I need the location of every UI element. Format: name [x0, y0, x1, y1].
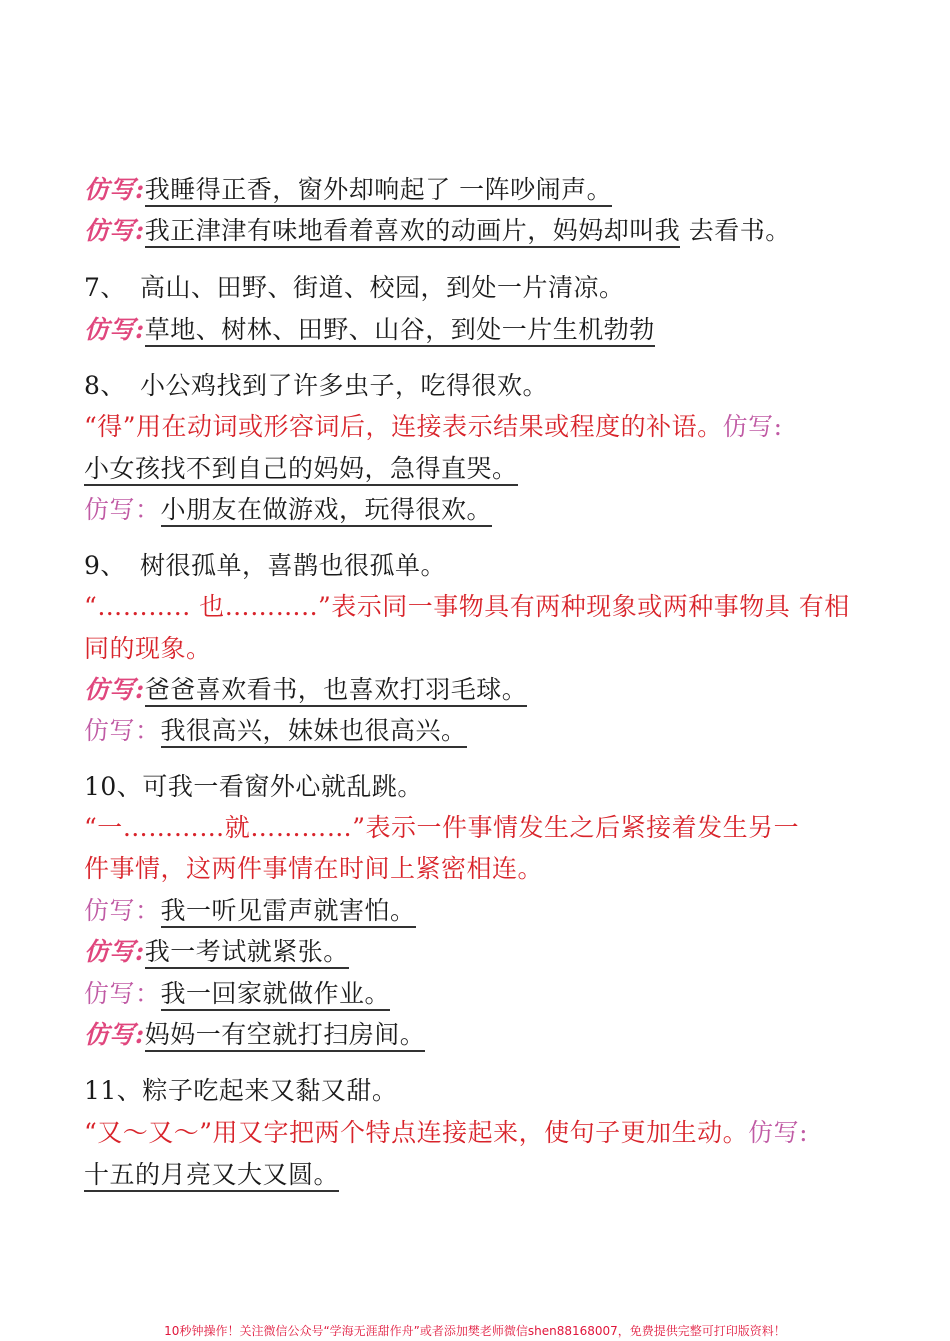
imitation-answer: 小朋友在做游戏，玩得很欢。	[161, 495, 493, 527]
imitation-line	[84, 976, 390, 1012]
imitation-answer: 我一听见雷声就害怕。	[161, 896, 416, 928]
imitation-answer: 我正津津有味地看着喜欢的动画片，妈妈却叫我	[145, 216, 681, 248]
imitation-label: 仿写:	[84, 1020, 145, 1049]
imitation-line	[84, 1157, 339, 1193]
footer-notice: 10秒钟操作！关注微信公众号“学海无涯甜作舟”或者添加樊老师微信shen88168007，免费提供完整可打印版资料！	[164, 1324, 786, 1338]
imitation-label: 仿写：	[84, 716, 161, 745]
imitation-answer: 我睡得正香，窗外却响起了 一阵吵闹声。	[145, 175, 612, 207]
imitation-label: 仿写:	[722, 412, 783, 441]
question-11	[84, 1073, 397, 1109]
imitation-label: 仿写:	[84, 675, 145, 704]
question-number: 8、	[84, 371, 126, 400]
question-text: 粽子吃起来又黏又甜。	[142, 1076, 398, 1105]
explanation-text: “得”用在动词或形容词后，连接表示结果或程度的补语。	[84, 412, 723, 441]
imitation-label: 仿写：	[84, 495, 161, 524]
imitation-answer: 十五的月亮又大又圆。	[84, 1160, 339, 1192]
explanation-text: “又～又～”用又字把两个特点连接起来，使句子更加生动。	[84, 1118, 749, 1147]
imitation-answer: 爸爸喜欢看书，也喜欢打羽毛球。	[145, 675, 528, 707]
explanation-text: 同的现象。	[84, 634, 212, 663]
question-8	[84, 368, 548, 404]
question-10	[84, 769, 423, 805]
imitation-answer: 妈妈一有空就打扫房间。	[145, 1020, 426, 1052]
imitation-line	[84, 451, 518, 487]
imitation-line	[84, 312, 655, 348]
imitation-line	[84, 672, 527, 708]
imitation-line	[84, 213, 791, 249]
imitation-label: 仿写:	[84, 216, 145, 245]
imitation-answer: 草地、树林、田野、山谷，到处一片生机勃勃	[145, 315, 655, 347]
explanation-line	[84, 1115, 808, 1151]
explanation-line	[84, 409, 783, 445]
imitation-line	[84, 1017, 425, 1053]
imitation-label: 仿写:	[84, 315, 145, 344]
imitation-line	[84, 172, 612, 208]
question-number: 9、	[84, 551, 126, 580]
imitation-answer: 我很高兴，妹妹也很高兴。	[161, 716, 467, 748]
imitation-label: 仿写:	[84, 937, 145, 966]
imitation-label: 仿写:	[748, 1118, 809, 1147]
imitation-answer: 我一考试就紧张。	[145, 937, 349, 969]
question-text: 可我一看窗外心就乱跳。	[142, 772, 423, 801]
imitation-answer: 我一回家就做作业。	[161, 979, 391, 1011]
question-number: 11、	[84, 1076, 143, 1105]
question-text: 高山、田野、街道、校园，到处一片清凉。	[140, 273, 625, 302]
imitation-label: 仿写：	[84, 896, 161, 925]
question-number: 7、	[84, 273, 126, 302]
imitation-line	[84, 934, 349, 970]
question-number: 10、	[84, 772, 143, 801]
imitation-answer: 小女孩找不到自己的妈妈，急得直哭。	[84, 454, 518, 486]
explanation-text: “……….. 也………..”表示同一事物具有两种现象或两种事物具 有相	[84, 592, 850, 621]
question-9	[84, 548, 446, 584]
explanation-text: “一…………就…………”表示一件事情发生之后紧接着发生另一	[84, 813, 800, 842]
imitation-line	[84, 492, 492, 528]
imitation-label: 仿写：	[84, 979, 161, 1008]
imitation-label: 仿写:	[84, 175, 145, 204]
question-text: 树很孤单，喜鹊也很孤单。	[140, 551, 447, 580]
explanation-text: 件事情，这两件事情在时间上紧密相连。	[84, 854, 544, 883]
question-text: 小公鸡找到了许多虫子，吃得很欢。	[140, 371, 549, 400]
question-7	[84, 270, 625, 306]
imitation-line	[84, 713, 467, 749]
imitation-line	[84, 893, 416, 929]
imitation-answer-tail: 去看书。	[680, 216, 791, 245]
